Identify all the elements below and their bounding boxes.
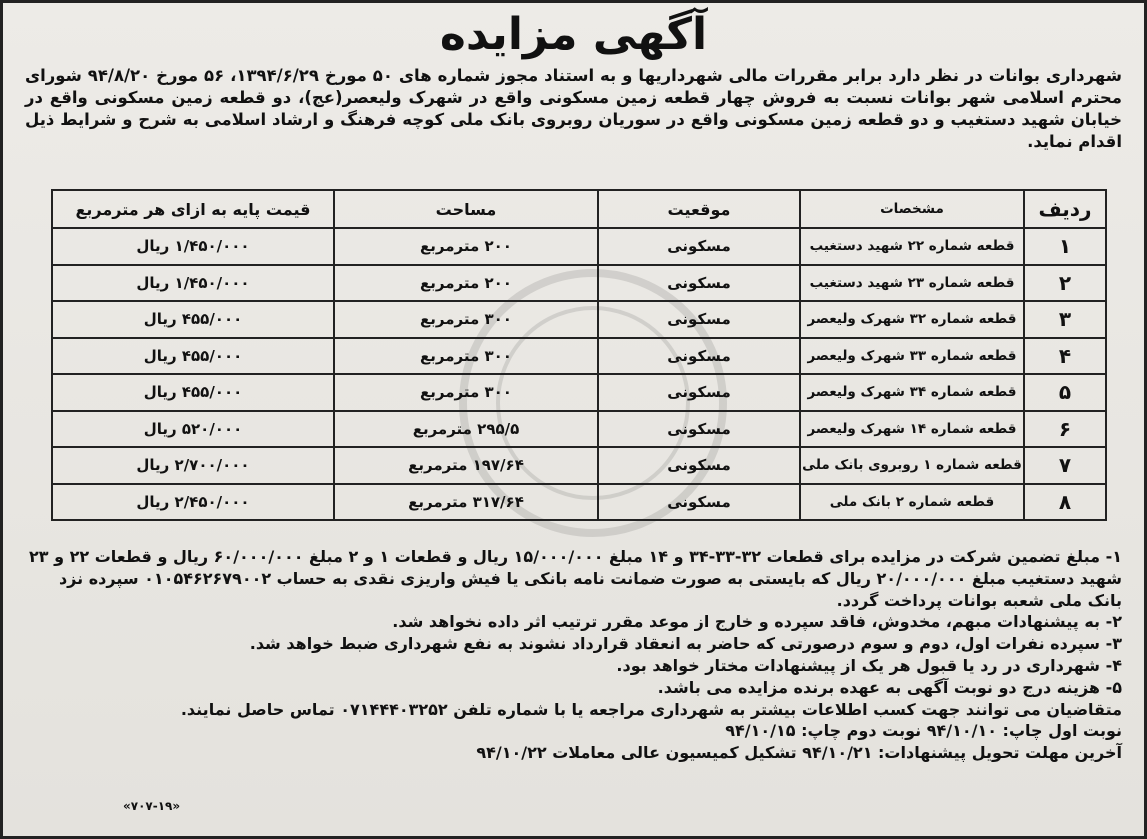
cell-price: ۴۵۵/۰۰۰ ریال xyxy=(52,374,334,411)
cell-no: ۸ xyxy=(1024,484,1106,521)
cell-area: ۲۹۵/۵ مترمربع xyxy=(334,411,598,448)
table-row xyxy=(52,484,1106,521)
cell-area: ۳۰۰ مترمربع xyxy=(334,338,598,375)
table-row xyxy=(52,338,1106,375)
header-spec: مشخصات xyxy=(800,190,1024,228)
note-3: ۳- سپرده نفرات اول، دوم و سوم درصورتی که حاضر به انعقاد قرارداد نشوند به نفع شهرداری ضبط خواهد شد. xyxy=(249,634,1122,654)
cell-price: ۱/۴۵۰/۰۰۰ ریال xyxy=(52,228,334,265)
table-row xyxy=(52,265,1106,302)
cell-spec: قطعه شماره ۳۲ شهرک ولیعصر xyxy=(800,301,1024,338)
cell-area: ۳۰۰ مترمربع xyxy=(334,301,598,338)
cell-no: ۳ xyxy=(1024,301,1106,338)
cell-area: ۱۹۷/۶۴ مترمربع xyxy=(334,447,598,484)
cell-spec: قطعه شماره ۲۳ شهید دستغیب xyxy=(800,265,1024,302)
cell-price: ۴۵۵/۰۰۰ ریال xyxy=(52,301,334,338)
cell-no: ۵ xyxy=(1024,374,1106,411)
parcels-table-wrapper xyxy=(51,189,1107,521)
cell-price: ۲/۷۰۰/۰۰۰ ریال xyxy=(52,447,334,484)
cell-no: ۷ xyxy=(1024,447,1106,484)
header-area: مساحت xyxy=(334,190,598,228)
page-title: آگهی مزایده xyxy=(439,9,708,60)
table-row xyxy=(52,228,1106,265)
cell-location: مسکونی xyxy=(598,447,800,484)
cell-location: مسکونی xyxy=(598,265,800,302)
cell-no: ۶ xyxy=(1024,411,1106,448)
cell-spec: قطعه شماره ۱۴ شهرک ولیعصر xyxy=(800,411,1024,448)
header-no: ردیف xyxy=(1024,190,1106,228)
cell-area: ۲۰۰ مترمربع xyxy=(334,265,598,302)
print-dates: نوبت اول چاپ: ۹۴/۱۰/۱۰ نوبت دوم چاپ: ۹۴/۱۰/۱۵ xyxy=(725,721,1122,741)
note-1: ۱- مبلغ تضمین شرکت در مزایده برای قطعات ۳۲-۳۳-۳۴ و ۱۴ مبلغ ۱۵/۰۰۰/۰۰۰ ریال و قطعات ۱ و ۲ مبلغ ۶۰/۰۰۰/۰۰۰ ریال و قطعات ۲۲ و ۲۳ شهید دستغیب مبلغ ۲۰/۰۰۰/۰۰۰ ریال که بایستی به صورت ضمانت نامه بانکی یا فیش واریزی نقدی به حساب ۰۱۰۵۴۶۲۶۷۹۰۰۲ سپرده نزد بانک ملی شعبه بوانات پرداخت گردد. xyxy=(28,547,1122,610)
cell-location: مسکونی xyxy=(598,338,800,375)
contact-note: متقاضیان می توانند جهت کسب اطلاعات بیشتر به شهرداری مراجعه یا با شماره تلفن ۰۷۱۴۴۴۰۳۲۵۲ تماس حاصل نمایند. xyxy=(180,699,1122,719)
cell-area: ۳۰۰ مترمربع xyxy=(334,374,598,411)
cell-price: ۴۵۵/۰۰۰ ریال xyxy=(52,338,334,375)
intro-paragraph: شهرداری بوانات در نظر دارد برابر مقررات مالی شهرداریها و به استناد مجوز شماره های ۵۰ مورخ ۱۳۹۴/۶/۲۹، ۵۶ مورخ ۹۴/۸/۲۰ شورای محترم اسلامی شهر بوانات نسبت به فروش چهار قطعه زمین مسکونی واقع در شهرک ولیعصر(عج)، دو قطعه زمین مسکونی واقع در خیابان شهید دستغیب و دو قطعه زمین مسکونی واقع در سوریان روبروی بانک ملی کوچه فرهنگ و ارشاد اسلامی به شرح و شرایط ذیل اقدام نماید. xyxy=(25,66,1122,151)
cell-spec: قطعه شماره ۳۳ شهرک ولیعصر xyxy=(800,338,1024,375)
note-5: ۵- هزینه درج دو نوبت آگهی به عهده برنده مزایده می باشد. xyxy=(657,677,1122,697)
table-row xyxy=(52,374,1106,411)
cell-no: ۲ xyxy=(1024,265,1106,302)
cell-spec: قطعه شماره ۳۴ شهرک ولیعصر xyxy=(800,374,1024,411)
cell-no: ۴ xyxy=(1024,338,1106,375)
note-2: ۲- به پیشنهادات مبهم، مخدوش، فاقد سپرده و خارج از موعد مقرر ترتیب اثر داده نخواهد شد. xyxy=(392,612,1122,632)
cell-location: مسکونی xyxy=(598,301,800,338)
parcels-table xyxy=(51,189,1107,521)
deadline-note: آخرین مهلت تحویل پیشنهادات: ۹۴/۱۰/۲۱ تشکیل کمیسیون عالی معاملات ۹۴/۱۰/۲۲ xyxy=(476,743,1122,763)
cell-location: مسکونی xyxy=(598,411,800,448)
note-4: ۴- شهرداری در رد یا قبول هر یک از پیشنهادات مختار خواهد بود. xyxy=(616,655,1122,675)
cell-price: ۱/۴۵۰/۰۰۰ ریال xyxy=(52,265,334,302)
cell-price: ۵۲۰/۰۰۰ ریال xyxy=(52,411,334,448)
header-location: موقعیت xyxy=(598,190,800,228)
cell-spec: قطعه شماره ۱ روبروی بانک ملی xyxy=(800,447,1024,484)
cell-spec: قطعه شماره ۲ بانک ملی xyxy=(800,484,1024,521)
table-row xyxy=(52,447,1106,484)
cell-location: مسکونی xyxy=(598,484,800,521)
cell-area: ۲۰۰ مترمربع xyxy=(334,228,598,265)
cell-area: ۳۱۷/۶۴ مترمربع xyxy=(334,484,598,521)
header-price: قیمت پایه به ازای هر مترمربع xyxy=(52,190,334,228)
cell-location: مسکونی xyxy=(598,228,800,265)
table-header-row xyxy=(52,190,1106,228)
cell-location: مسکونی xyxy=(598,374,800,411)
footer-code: «۷۰۷-۱۹» xyxy=(123,799,181,813)
table-row xyxy=(52,411,1106,448)
cell-spec: قطعه شماره ۲۲ شهید دستغیب xyxy=(800,228,1024,265)
table-row xyxy=(52,301,1106,338)
cell-no: ۱ xyxy=(1024,228,1106,265)
conditions-notes xyxy=(23,546,1122,764)
cell-price: ۲/۴۵۰/۰۰۰ ریال xyxy=(52,484,334,521)
